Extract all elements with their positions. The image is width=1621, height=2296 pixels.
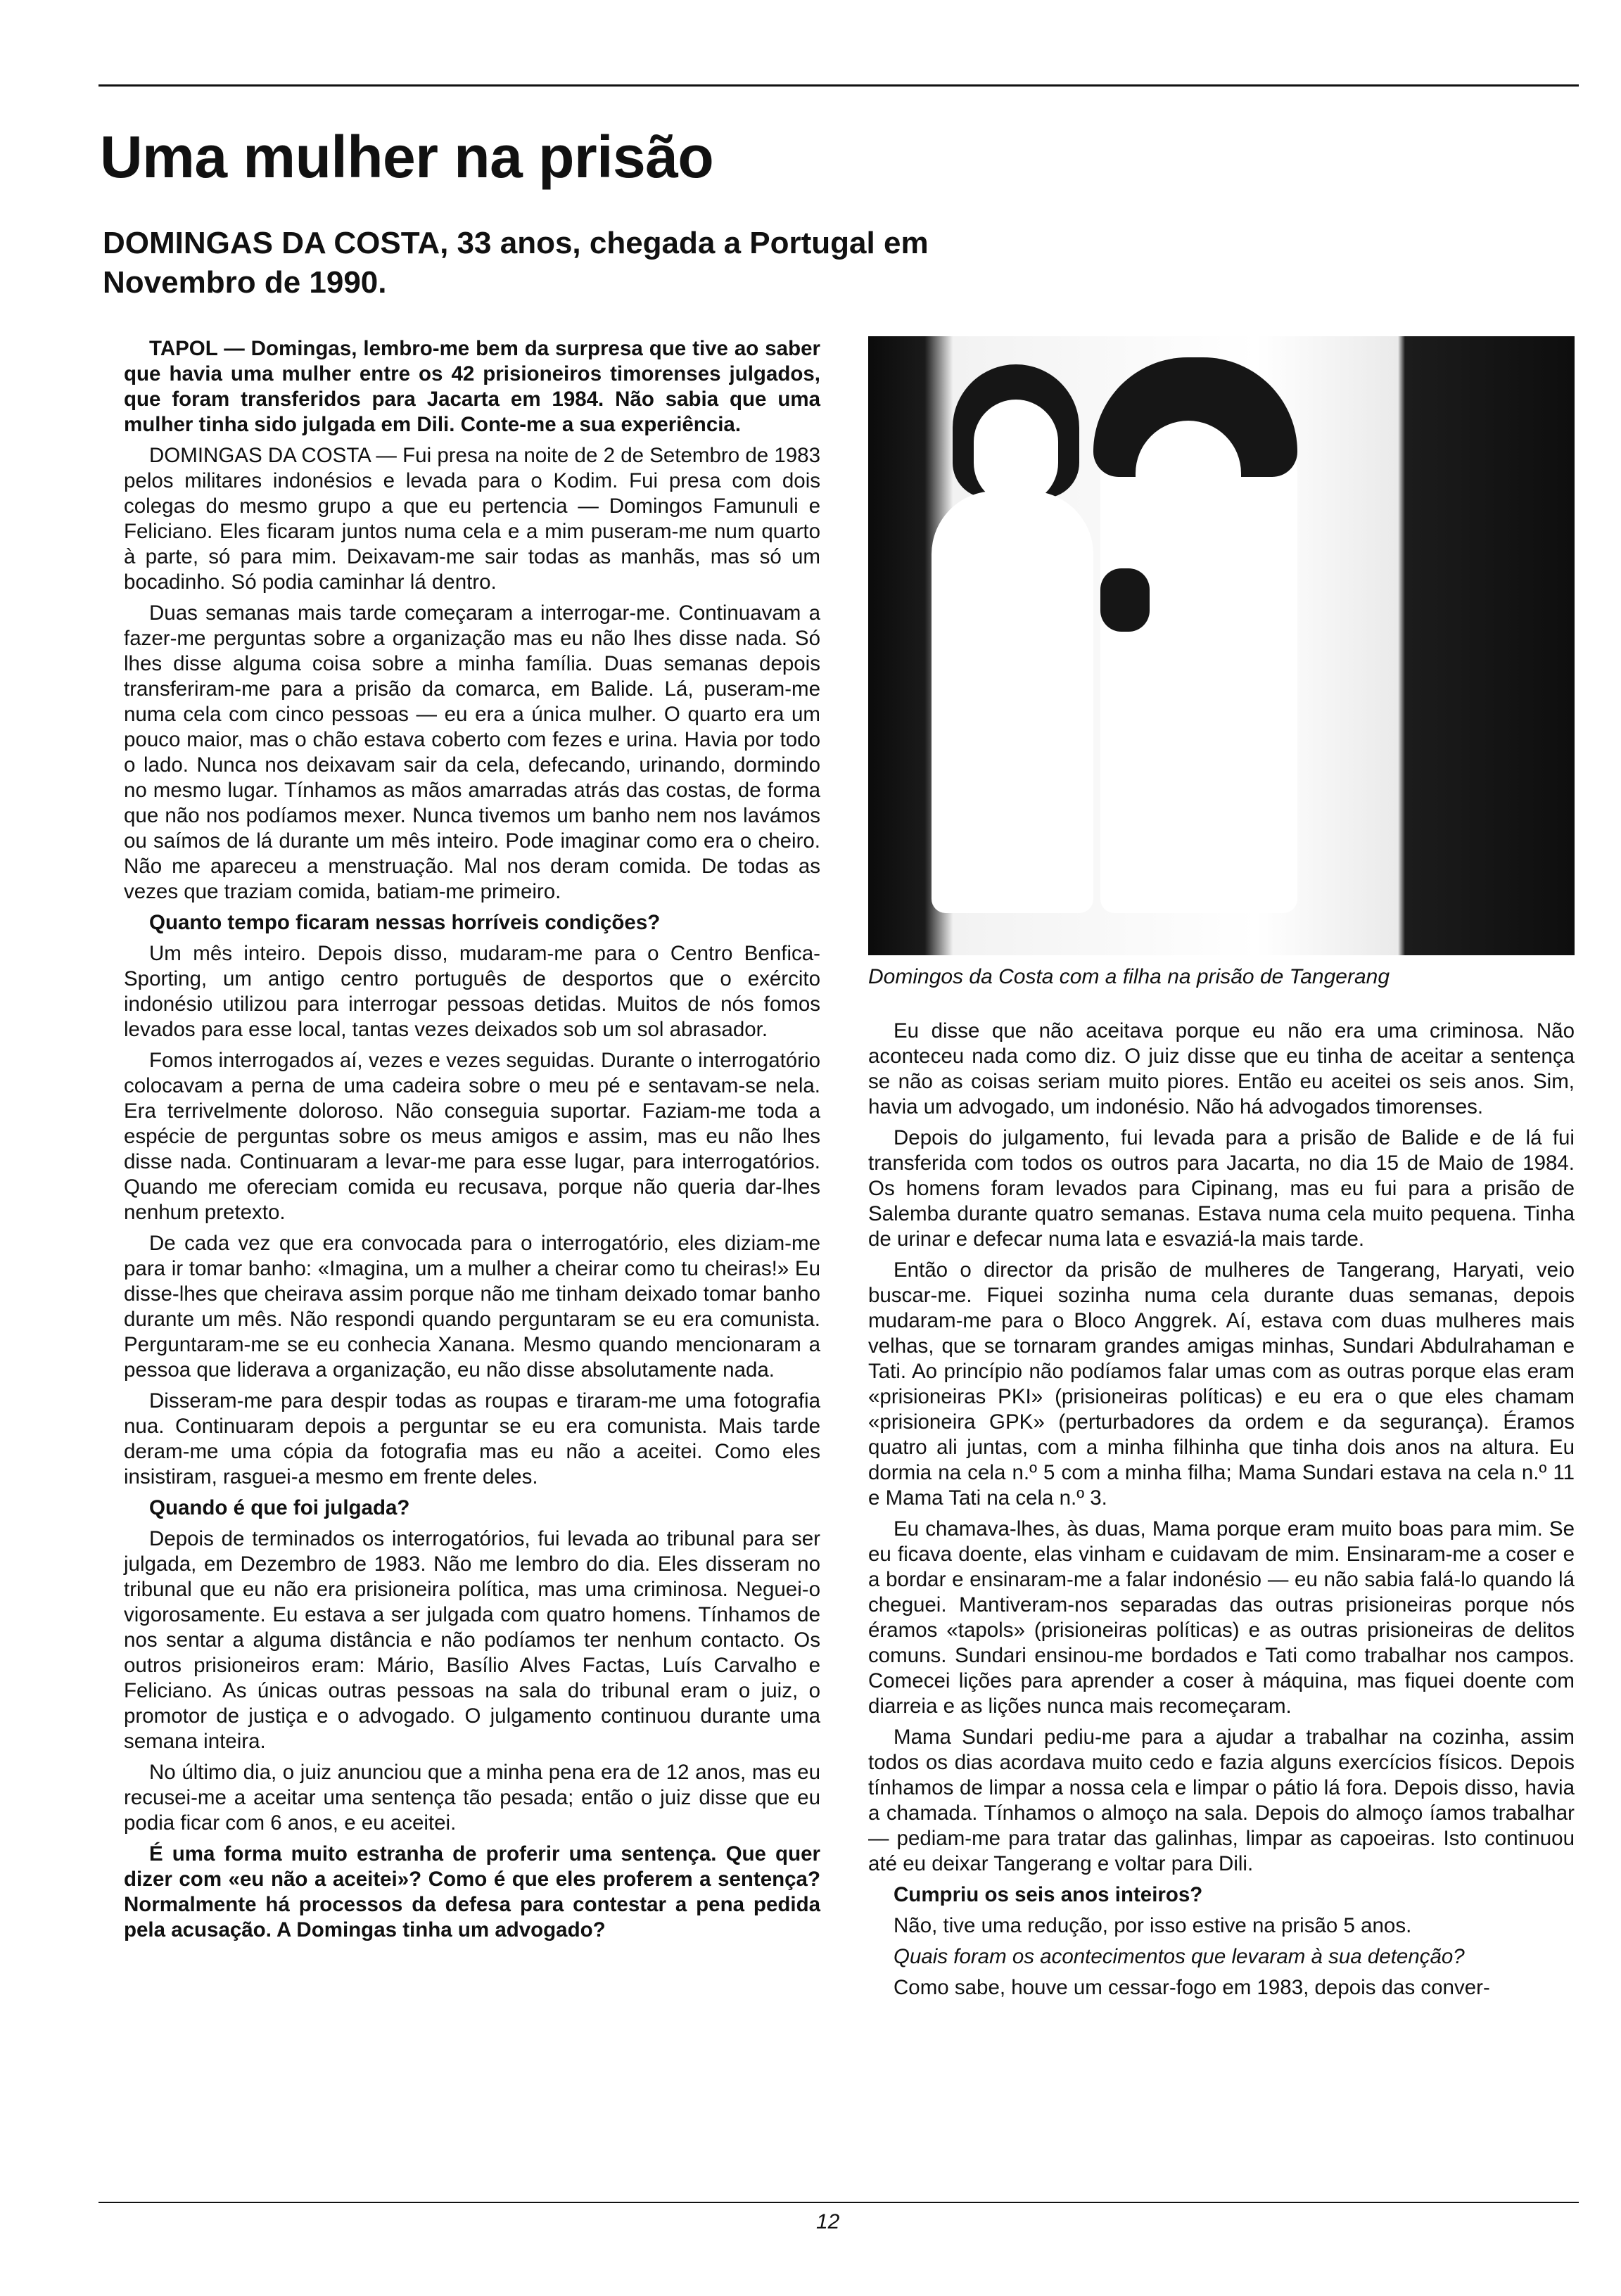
answer-paragraph: Não, tive uma redução, por isso estive na prisão 5 anos.: [894, 1914, 1412, 1937]
interview-question-italic: Quais foram os acontecimentos que levaram à sua detenção?: [894, 1945, 1465, 1968]
answer-paragraph: Então o director da prisão de mulheres de Tangerang, Haryati, veio buscar-me. Fiquei sozinha numa cela durante duas semanas, depois mudaram-me para o Bloco Anggrek. Aí, estava com duas mulheres mais velhas, que se tornaram grandes amigas minhas, Sundari Abdulrahaman e Tati. Ao princípio não podíamos falar umas com as outras porque elas eram «prisioneiras PKI» (prisioneiras políticas) e eu era o que eles chamam «prisioneira GPK» (perturbadores da ordem e da segurança). Éramos quatro ali juntas, com a minha filhinha que tinha dois anos na altura. Eu dormia na cela n.º 5 com a minha filha; Mama Sundari estava na cela n.º 11 e Mama Tati na cela n.º 3.: [868, 1258, 1575, 1510]
photo-mother-and-daughter: [868, 336, 1575, 955]
page-number: 12: [816, 2210, 840, 2233]
interview-question: Quanto tempo ficaram nessas horríveis condições?: [149, 911, 661, 934]
interview-question: É uma forma muito estranha de proferir uma sentença. Que quer dizer com «eu não a aceitei»? Como é que eles proferem a sentença? Normalmente há processos da defesa para contestar a pena pedida pela acusação. A Domingas tinha um advogado?: [124, 1842, 820, 1941]
answer-paragraph: No último dia, o juiz anunciou que a minha pena era de 12 anos, mas eu recusei-me a aceitar uma sentença tão pesada; então o juiz disse que eu podia ficar com 6 anos, e eu aceitei.: [124, 1761, 820, 1835]
answer-paragraph: Eu disse que não aceitava porque eu não era uma criminosa. Não aconteceu nada como diz. O juiz disse que eu tinha de aceitar a sentença se não as coisas seriam muito piores. Então eu aceitei os seis anos. Sim, havia um advogado, um indonésio. Não há advogados timorenses.: [868, 1019, 1575, 1118]
answer-paragraph: Duas semanas mais tarde começaram a interrogar-me. Continuavam a fazer-me perguntas sobre a organização mas eu não lhes disse nada. Só lhes disse alguma coisa sobre a minha família. Duas semanas depois transferiram-me para a prisão da comarca, em Balide. Lá, puseram-me numa cela com cinco pessoas — eu era a única mulher. O quarto era um pouco maior, mas o chão estava coberto com fezes e urina. Havia por todo o lado. Nunca nos deixavam sair da cela, defecando, urinando, dormindo no mesmo lugar. Tínhamos as mãos amarradas atrás das costas, de forma que não nos podíamos mexer. Nunca tivemos um banho nem nos lavámos ou saímos de lá durante um mês inteiro. Pode imaginar como era o cheiro. Não me apareceu a menstruação. Mal nos deram comida. De todas as vezes que traziam comida, batiam-me primeiro.: [124, 601, 820, 903]
answer-paragraph: Um mês inteiro. Depois disso, mudaram-me para o Centro Benfica-Sporting, um antigo centro português de desportos que o exército indonésio utilizou para interrogar pessoas detidas. Muitos de nós fomos levados para esse local, tantas vezes deixados sob um sol abrasador.: [124, 942, 820, 1041]
answer-paragraph: Eu chamava-lhes, às duas, Mama porque eram muito boas para mim. Se eu ficava doente, elas vinham e cuidavam de mim. Ensinaram-me a coser e a bordar e ensinaram-me a falar indonésio — eu não sabia falá-lo quando lá cheguei. Mantiveram-nos separadas das outras prisioneiras porque nós éramos «tapols» (prisioneiras políticas) e as outras prisioneiras de delitos comuns. Sundari ensinou-me bordados e Tati como trabalhar nos campos. Comecei lições para aprender a coser à máquina, mas fiquei doente com diarreia e as lições nunca mais recomeçaram.: [868, 1517, 1575, 1718]
interview-question: TAPOL — Domingas, lembro-me bem da surpresa que tive ao saber que havia uma mulher entre os 42 prisioneiros timorenses julgados, que foram transferidos para Jacarta em 1984. Não sabia que uma mulher tinha sido julgada em Dili. Conte-me a sua experiência.: [124, 337, 820, 436]
answer-paragraph: Depois do julgamento, fui levada para a prisão de Balide e de lá fui transferida com todos os outros para Jacarta, no dia 15 de Maio de 1984. Os homens foram levados para Cipinang, mas eu fui para a prisão de Salemba durante quatro semanas. Estava numa cela muito pequena. Tinha de urinar e defecar numa lata e esvaziá-la mais tarde.: [868, 1126, 1575, 1251]
answer-paragraph: Mama Sundari pediu-me para a ajudar a trabalhar na cozinha, assim todos os dias acordava muito cedo e fazia alguns exercícios físicos. Depois tínhamos de limpar a nossa cela e limpar o pátio lá fora. Depois disso, havia a chamada. Tínhamos o almoço na sala. Depois do almoço íamos trabalhar — pediam-me para tratar das galinhas, limpar as capoeiras. Isto continuou até eu deixar Tangerang e voltar para Dili.: [868, 1726, 1575, 1875]
answer-paragraph: Fomos interrogados aí, vezes e vezes seguidas. Durante o interrogatório colocavam a perna de uma cadeira sobre o meu pé e sentavam-se nela. Era terrivelmente doloroso. Não conseguia suportar. Faziam-me toda a espécie de perguntas sobre os meus amigos e assim, mas eu não lhes disse nada. Continuaram a levar-me para esse lugar, para interrogatórios. Quando me ofereciam comida eu recusava, porque não queria dar-lhes nenhum pretexto.: [124, 1049, 820, 1224]
left-column: [124, 336, 820, 1949]
answer-paragraph: Como sabe, houve um cessar-fogo em 1983, depois das conver-: [894, 1976, 1490, 1999]
answer-paragraph: DOMINGAS DA COSTA — Fui presa na noite de 2 de Setembro de 1983 pelos militares indonésios e levada para o Kodim. Fui presa com dois colegas do mesmo grupo a que eu pertencia — Domingos Famunuli e Feliciano. Eles ficaram juntos numa cela e a mim puseram-me num quarto à parte, só para mim. Deixavam-me sair todas as manhãs, mas só um bocadinho. Só podia caminhar lá dentro.: [124, 444, 820, 594]
interview-question: Cumpriu os seis anos inteiros?: [894, 1883, 1203, 1906]
photo-caption: Domingos da Costa com a filha na prisão de Tangerang: [868, 965, 1390, 988]
answer-paragraph: Depois de terminados os interrogatórios, fui levada ao tribunal para ser julgada, em Dezembro de 1983. Não me lembro do dia. Eles disseram no tribunal que eu não era prisioneira política, mas uma criminosa. Neguei-o vigorosamente. Eu estava a ser julgada com quatro homens. Tínhamos de nos sentar a alguma distância e não podíamos ter nenhum contacto. Os outros prisioneiros eram: Mário, Basílio Alves Factas, Luís Carvalho e Feliciano. As únicas outras pessoas na sala do tribunal eram o juiz, o promotor de justiça e o advogado. O julgamento continuou durante uma semana inteira.: [124, 1527, 820, 1753]
answer-paragraph: De cada vez que era convocada para o interrogatório, eles diziam-me para ir tomar banho: «Imagina, um a mulher a cheirar como tu cheiras!» Eu disse-lhes que cheirava assim porque não me tinham deixado tomar banho durante um mês. Não respondi quando perguntaram se eu era comunista. Perguntaram-me se eu conhecia Xanana. Mesmo quando mencionaram a pessoa que liderava a organização, eu não disse absolutamente nada.: [124, 1232, 820, 1382]
answer-paragraph: Disseram-me para despir todas as roupas e tiraram-me uma fotografia nua. Continuaram depois a perguntar se eu era comunista. Mais tarde deram-me uma cópia da fotografia mas eu não a aceitei. Como eles insistiram, rasguei-a mesmo em frente deles.: [124, 1389, 820, 1488]
bottom-rule: [98, 2202, 1579, 2203]
top-rule: [98, 84, 1579, 87]
interview-question: Quando é que foi julgada?: [149, 1496, 410, 1519]
article-headline: Uma mulher na prisão: [100, 124, 714, 190]
article-subheading: DOMINGAS DA COSTA, 33 anos, chegada a Portugal em Novembro de 1990.: [103, 226, 929, 300]
right-column: [868, 1019, 1575, 2006]
